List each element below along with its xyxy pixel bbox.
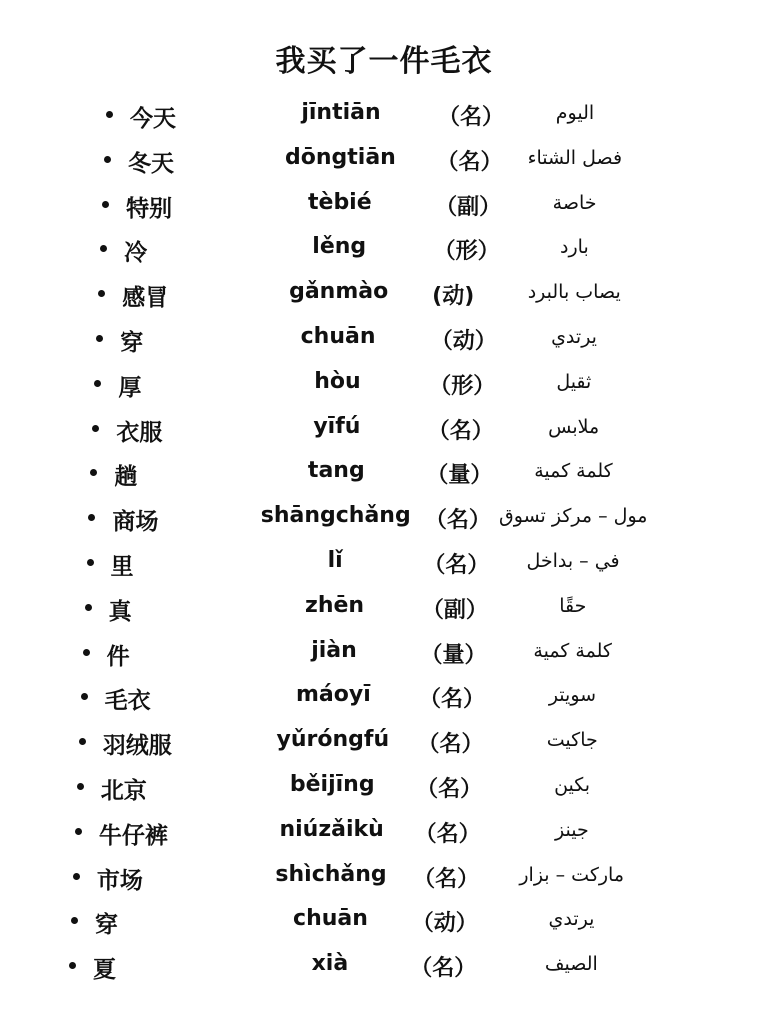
bullet-icon bbox=[79, 738, 86, 745]
vocab-arabic-translation: حقًا bbox=[559, 594, 587, 617]
bullet-icon bbox=[104, 156, 111, 163]
bullet-icon bbox=[83, 649, 90, 656]
bullet-icon bbox=[92, 425, 99, 432]
vocab-hanzi: 冬天 bbox=[128, 150, 175, 177]
vocab-row bbox=[0, 723, 768, 767]
vocab-hanzi: 趟 bbox=[114, 464, 138, 491]
vocab-part-of-speech: （名） bbox=[410, 956, 477, 982]
vocab-arabic-translation: ماركت – بزار bbox=[519, 863, 625, 886]
vocab-pinyin: niúzǎikù bbox=[279, 816, 384, 842]
vocab-part-of-speech: （量） bbox=[426, 463, 493, 489]
vocab-hanzi: 毛衣 bbox=[104, 688, 151, 715]
bullet-icon bbox=[77, 783, 84, 790]
vocab-pinyin: lǐ bbox=[327, 548, 343, 573]
vocab-pinyin: jīntiān bbox=[301, 100, 381, 125]
vocab-pinyin: lěng bbox=[312, 234, 367, 260]
vocab-arabic-translation: فصل الشتاء bbox=[527, 146, 623, 169]
vocab-arabic-translation: جينز bbox=[555, 818, 589, 841]
vocab-pinyin: yīfú bbox=[313, 413, 361, 439]
bullet-icon bbox=[90, 469, 97, 476]
bullet-icon bbox=[106, 111, 113, 118]
vocab-pinyin: shāngchǎng bbox=[260, 503, 411, 529]
vocabulary-list bbox=[0, 96, 768, 996]
vocab-arabic-translation: جاكيت bbox=[546, 729, 598, 752]
vocab-arabic-translation: كلمة كمية bbox=[534, 460, 613, 483]
vocab-hanzi: 夏 bbox=[93, 957, 116, 984]
vocab-pinyin: gǎnmào bbox=[289, 279, 389, 305]
vocab-part-of-speech: （名） bbox=[419, 687, 486, 713]
vocab-pinyin: máoyī bbox=[296, 682, 371, 708]
vocab-arabic-translation: سويتر bbox=[548, 684, 597, 707]
vocab-row bbox=[0, 454, 768, 498]
vocab-part-of-speech: （名） bbox=[417, 732, 484, 758]
vocab-hanzi: 真 bbox=[108, 598, 132, 625]
vocab-arabic-translation: بكين bbox=[554, 774, 591, 796]
vocab-pinyin: shìchǎng bbox=[275, 861, 387, 887]
vocab-part-of-speech: （副） bbox=[435, 194, 502, 220]
vocab-pinyin: tang bbox=[307, 458, 365, 484]
vocab-pinyin: chuān bbox=[300, 324, 376, 349]
vocab-part-of-speech: （名） bbox=[416, 777, 483, 802]
vocab-part-of-speech: （名） bbox=[423, 553, 490, 578]
vocab-row bbox=[0, 499, 768, 543]
bullet-icon bbox=[94, 380, 101, 387]
vocab-arabic-translation: ملابس bbox=[548, 415, 600, 438]
vocab-row bbox=[0, 678, 768, 722]
vocab-row bbox=[0, 320, 768, 364]
vocab-hanzi: 里 bbox=[110, 554, 134, 580]
bullet-icon bbox=[71, 917, 78, 924]
bullet-icon bbox=[98, 290, 105, 297]
vocab-arabic-translation: كلمة كمية bbox=[533, 639, 612, 662]
page-title: 我买了一件毛衣 bbox=[275, 44, 493, 79]
vocab-hanzi: 市场 bbox=[96, 867, 143, 894]
vocab-arabic-translation: بارد bbox=[560, 236, 589, 259]
vocab-pinyin: yǔróngfú bbox=[276, 727, 390, 753]
vocab-hanzi: 穿 bbox=[94, 912, 118, 939]
vocab-part-of-speech: （量） bbox=[420, 642, 487, 668]
vocab-pinyin: jiàn bbox=[311, 637, 357, 663]
vocab-part-of-speech: （名） bbox=[414, 821, 481, 847]
bullet-icon bbox=[73, 873, 80, 880]
vocab-arabic-translation: خاصة bbox=[552, 191, 597, 214]
vocab-row bbox=[0, 141, 768, 185]
vocab-pinyin: tèbié bbox=[308, 189, 372, 215]
vocab-row bbox=[0, 902, 768, 946]
bullet-icon bbox=[87, 559, 94, 566]
vocab-arabic-translation: يرتدي bbox=[548, 908, 595, 931]
vocab-hanzi: 特别 bbox=[126, 195, 173, 222]
vocab-part-of-speech: （形） bbox=[433, 239, 500, 265]
vocab-hanzi: 厚 bbox=[118, 374, 142, 401]
vocab-row bbox=[0, 813, 768, 857]
vocab-row bbox=[0, 634, 768, 678]
vocab-hanzi: 衣服 bbox=[116, 419, 163, 446]
vocab-part-of-speech: （名） bbox=[413, 866, 480, 892]
vocab-arabic-translation: اليوم bbox=[555, 102, 595, 124]
vocab-part-of-speech: （副） bbox=[421, 597, 488, 623]
vocab-hanzi: 今天 bbox=[130, 106, 176, 132]
vocab-arabic-translation: يصاب بالبرد bbox=[527, 281, 621, 304]
vocab-part-of-speech: (动) bbox=[432, 284, 475, 310]
vocab-row bbox=[0, 410, 768, 454]
vocab-arabic-translation: ثقيل bbox=[556, 370, 592, 393]
vocab-row bbox=[0, 275, 768, 319]
bullet-icon bbox=[96, 335, 103, 342]
vocab-row bbox=[0, 230, 768, 274]
bullet-icon bbox=[81, 693, 88, 700]
bullet-icon bbox=[88, 514, 95, 521]
vocab-row bbox=[0, 96, 768, 140]
vocab-part-of-speech: （动） bbox=[411, 911, 478, 937]
vocab-pinyin: hòu bbox=[314, 368, 361, 394]
vocab-pinyin: běijīng bbox=[289, 772, 375, 797]
vocab-arabic-translation: في – بداخل bbox=[526, 550, 620, 572]
vocab-pinyin: xià bbox=[311, 951, 349, 977]
vocab-part-of-speech: （名） bbox=[424, 508, 491, 534]
vocab-row bbox=[0, 186, 768, 230]
vocab-part-of-speech: （名） bbox=[427, 418, 494, 444]
bullet-icon bbox=[75, 828, 82, 835]
vocab-hanzi: 牛仔裤 bbox=[98, 822, 168, 849]
vocab-row bbox=[0, 858, 768, 902]
vocab-hanzi: 穿 bbox=[120, 330, 144, 356]
vocab-part-of-speech: （动） bbox=[430, 329, 497, 354]
vocab-arabic-translation: الصيف bbox=[544, 953, 598, 976]
vocab-hanzi: 感冒 bbox=[122, 285, 169, 312]
bullet-icon bbox=[85, 604, 92, 611]
vocab-hanzi: 羽绒服 bbox=[102, 733, 172, 760]
vocab-arabic-translation: يرتدي bbox=[551, 326, 597, 348]
vocab-pinyin: chuān bbox=[293, 906, 368, 932]
vocab-row bbox=[0, 544, 768, 588]
vocab-hanzi: 冷 bbox=[124, 240, 148, 267]
vocab-hanzi: 件 bbox=[106, 643, 130, 670]
vocab-part-of-speech: （形） bbox=[429, 373, 496, 399]
vocab-arabic-translation: مول – مركز تسوق bbox=[499, 505, 648, 528]
vocab-part-of-speech: （名） bbox=[436, 149, 503, 175]
vocab-part-of-speech: （名） bbox=[438, 105, 505, 130]
bullet-icon bbox=[102, 201, 109, 208]
vocab-pinyin: zhēn bbox=[305, 592, 365, 618]
vocab-row bbox=[0, 365, 768, 409]
bullet-icon bbox=[100, 245, 107, 252]
vocab-row bbox=[0, 947, 768, 991]
vocab-row bbox=[0, 768, 768, 812]
bullet-icon bbox=[69, 962, 76, 969]
vocab-hanzi: 北京 bbox=[100, 778, 147, 804]
vocab-pinyin: dōngtiān bbox=[284, 144, 396, 170]
vocab-hanzi: 商场 bbox=[112, 509, 159, 536]
vocab-row bbox=[0, 589, 768, 633]
